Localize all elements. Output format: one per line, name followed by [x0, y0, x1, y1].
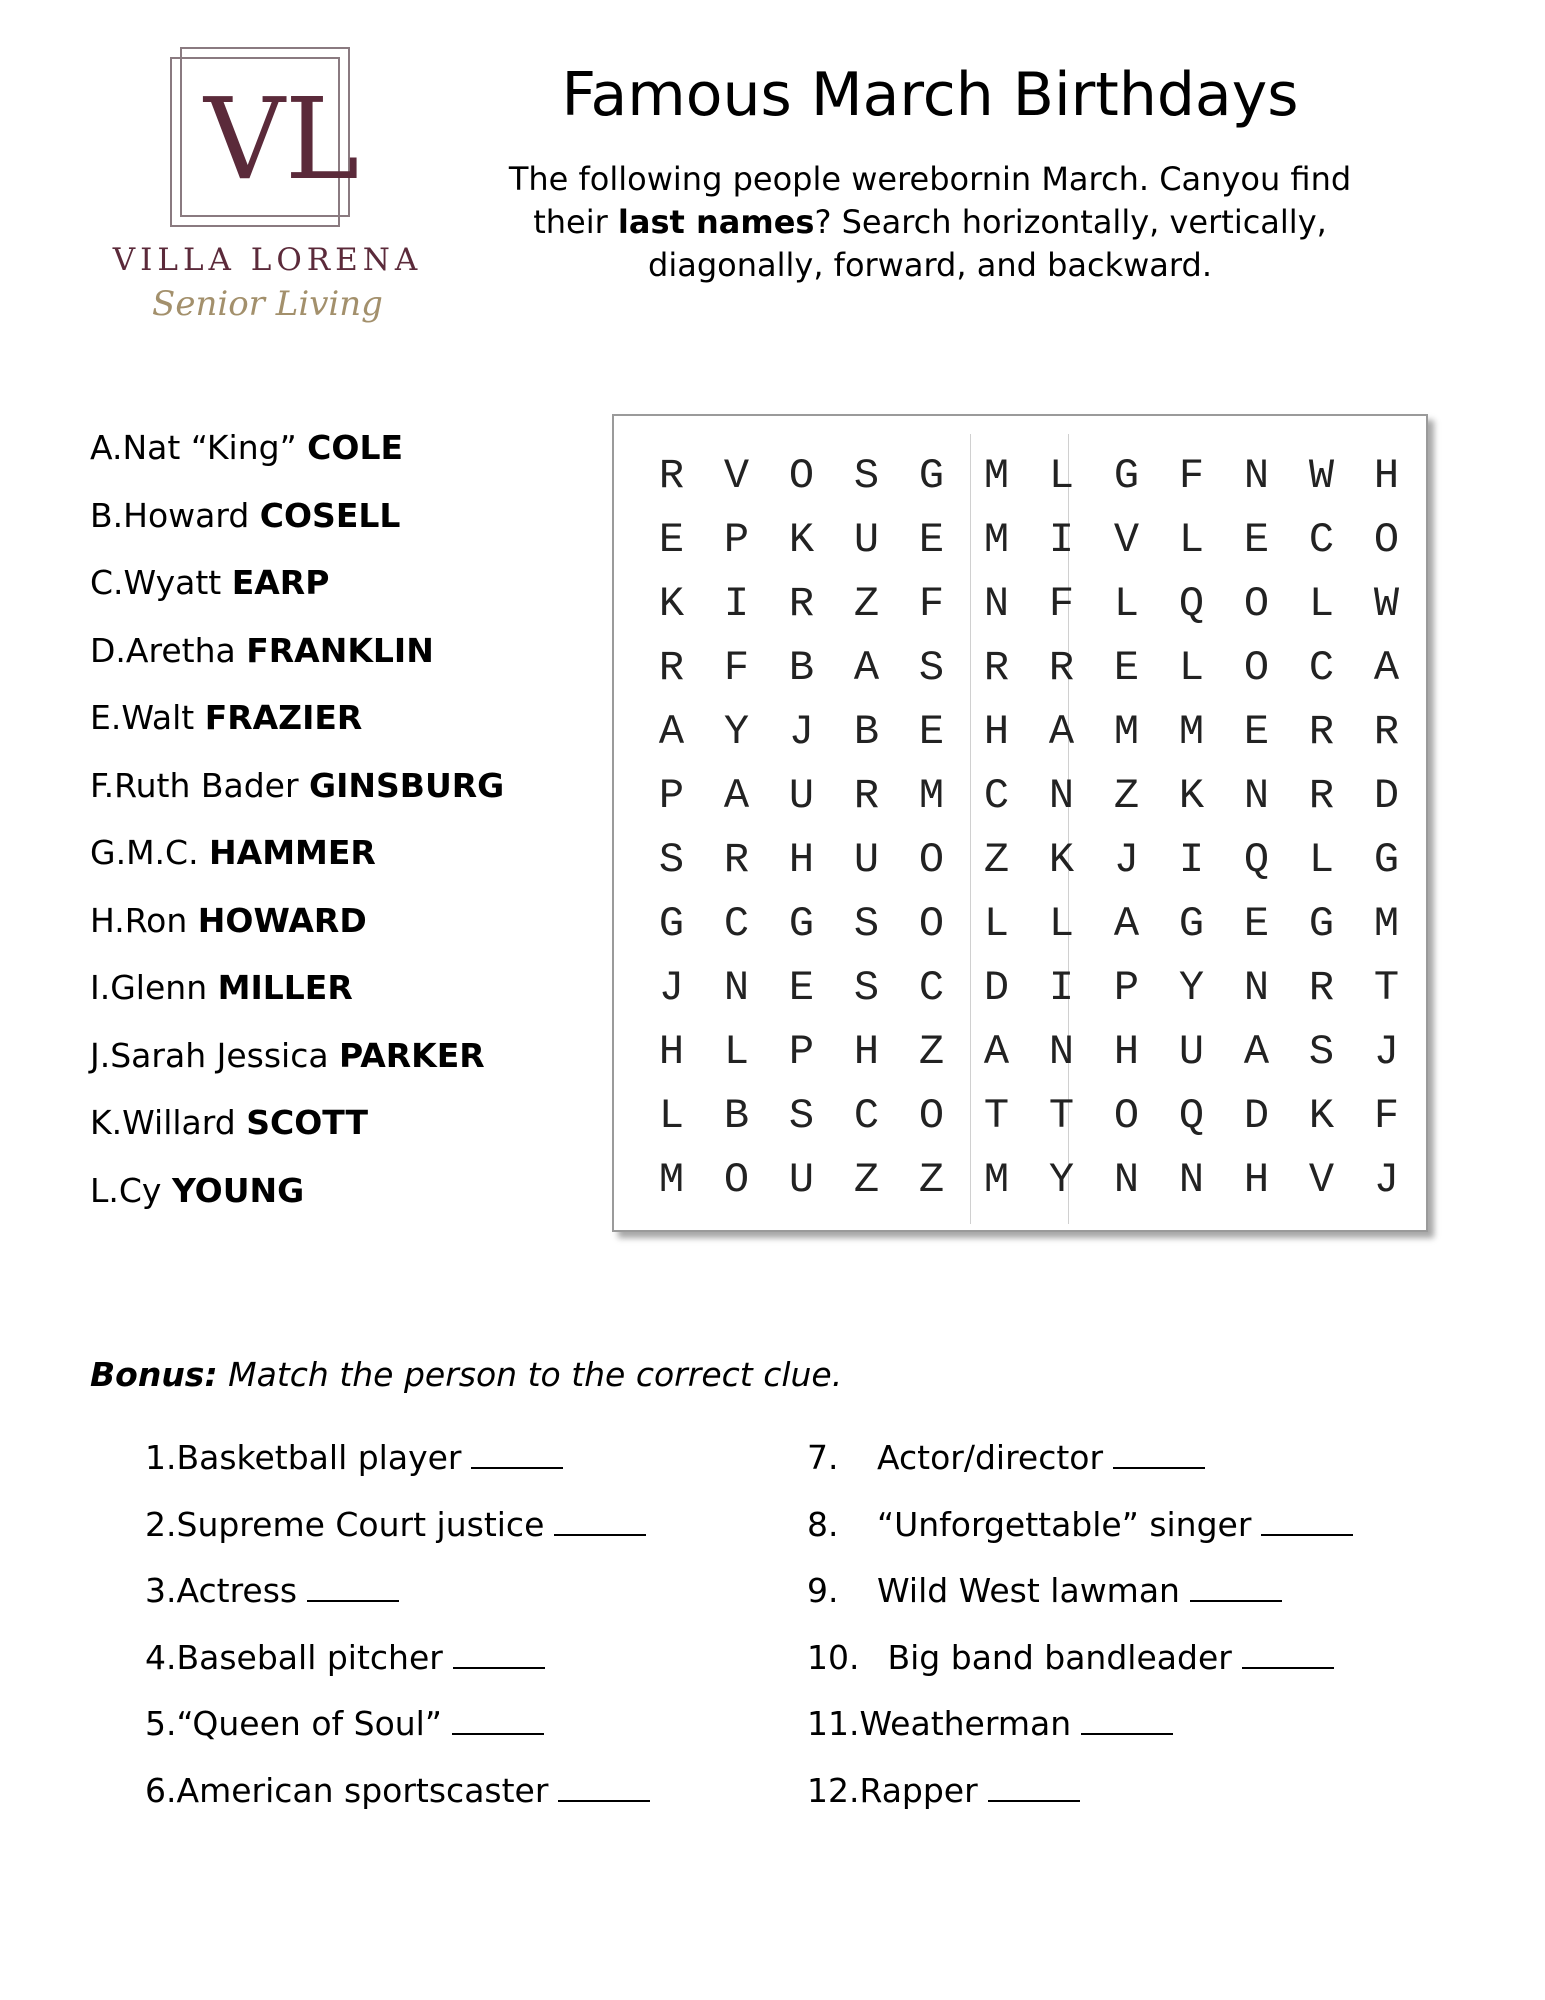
answer-blank[interactable] [988, 1772, 1080, 1802]
grid-letter: U [1178, 1028, 1205, 1076]
grid-letter: L [1308, 836, 1335, 884]
clue-item [807, 1505, 1353, 1572]
grid-letter: R [983, 644, 1010, 692]
grid-letter: P [658, 772, 685, 820]
grid-letter: M [983, 452, 1010, 500]
grid-letter: R [723, 836, 750, 884]
name-last: COSELL [259, 495, 401, 535]
logo-monogram-icon [190, 70, 360, 205]
grid-letter: D [1373, 772, 1400, 820]
grid-letter: H [983, 708, 1010, 756]
name-last: COLE [307, 428, 404, 467]
clue-text: Wild West lawman [877, 1571, 1180, 1610]
grid-letter: N [1048, 772, 1075, 820]
grid-letter: N [1243, 452, 1270, 500]
name-item [90, 496, 504, 564]
grid-letter: R [1308, 964, 1335, 1012]
grid-letter: M [1178, 708, 1205, 756]
clue-text: Rapper [859, 1770, 978, 1810]
grid-letter: G [918, 452, 945, 500]
answer-blank[interactable] [1261, 1506, 1353, 1536]
grid-letter: M [1113, 708, 1140, 756]
clue-number: 6. [145, 1770, 177, 1810]
name-last: FRANKLIN [246, 630, 434, 670]
grid-letter: N [723, 964, 750, 1012]
grid-letter: E [658, 516, 685, 564]
grid-letter: S [1308, 1028, 1335, 1076]
grid-letter: G [1113, 452, 1140, 500]
grid-letter: Y [1048, 1156, 1075, 1204]
grid-letter: A [1113, 900, 1140, 948]
grid-letter: O [1243, 580, 1270, 628]
grid-letter: L [1048, 900, 1075, 948]
instructions-line-2-post: ? Search horizontally, vertically, [814, 203, 1327, 241]
logo-tagline: Senior Living [152, 284, 383, 324]
grid-letter: C [918, 964, 945, 1012]
answer-blank[interactable] [558, 1772, 650, 1802]
grid-letter: S [788, 1092, 815, 1140]
grid-letter: Z [918, 1156, 945, 1204]
clue-text: Weatherman [859, 1704, 1072, 1743]
villa-lorena-logo [90, 42, 450, 362]
grid-letter: A [983, 1028, 1010, 1076]
grid-letter: J [788, 708, 815, 756]
grid-letter: S [918, 644, 945, 692]
grid-letter: M [918, 772, 945, 820]
grid-letter: E [1243, 708, 1270, 756]
clue-number: 4. [145, 1637, 177, 1677]
grid-letter: L [983, 900, 1010, 948]
name-first: Howard [123, 495, 260, 535]
grid-letter: Z [918, 1028, 945, 1076]
name-letter: D. [90, 630, 126, 670]
instructions-line-1: The following people werebornin March. Canyou find [508, 160, 1352, 198]
clue-text: Actress [176, 1571, 298, 1610]
name-first: Ron [124, 900, 198, 940]
grid-letter: N [1113, 1156, 1140, 1204]
grid-letter: O [1113, 1092, 1140, 1140]
grid-letter: G [788, 900, 815, 948]
name-letter: K. [90, 1103, 123, 1142]
grid-letter: T [1373, 964, 1400, 1012]
grid-letter: I [723, 580, 750, 628]
bonus-clues-right [807, 1438, 1353, 1837]
grid-letter: S [853, 900, 880, 948]
word-search-grid [639, 444, 1419, 1212]
answer-blank[interactable] [1242, 1639, 1334, 1669]
grid-letter: Y [723, 708, 750, 756]
grid-letter: G [1178, 900, 1205, 948]
grid-letter: R [1308, 772, 1335, 820]
instructions-line-3: diagonally, forward, and backward. [648, 246, 1212, 284]
name-last: MILLER [217, 968, 353, 1007]
grid-letter: M [983, 516, 1010, 564]
grid-letter: C [723, 900, 750, 948]
answer-blank[interactable] [453, 1639, 545, 1669]
grid-letter: I [1048, 516, 1075, 564]
grid-letter: O [1373, 516, 1400, 564]
grid-letter: O [788, 452, 815, 500]
grid-letter: S [853, 964, 880, 1012]
name-last: EARP [231, 563, 330, 602]
name-first: Ruth Bader [114, 765, 310, 805]
name-letter: G. [90, 833, 127, 872]
clue-text: American sportscaster [176, 1770, 549, 1810]
grid-letter: A [723, 772, 750, 820]
grid-letter: N [1243, 772, 1270, 820]
name-first: Willard [122, 1103, 247, 1142]
grid-letter: J [1113, 836, 1140, 884]
clue-number: 2. [145, 1504, 177, 1544]
grid-letter: F [723, 644, 750, 692]
name-last: SCOTT [246, 1103, 369, 1142]
grid-letter: O [723, 1156, 750, 1204]
answer-blank[interactable] [1190, 1572, 1282, 1602]
grid-letter: Y [1178, 964, 1205, 1012]
name-first: Walt [121, 698, 205, 737]
grid-letter: C [1308, 644, 1335, 692]
grid-letter: R [1308, 708, 1335, 756]
clue-number: 10. [807, 1637, 860, 1677]
clue-number: 3. [145, 1571, 177, 1610]
grid-letter: B [723, 1092, 750, 1140]
grid-letter: B [788, 644, 815, 692]
grid-letter: R [1373, 708, 1400, 756]
grid-letter: O [1243, 644, 1270, 692]
grid-letter: A [1373, 644, 1400, 692]
grid-letter: C [983, 772, 1010, 820]
grid-letter: T [1048, 1092, 1075, 1140]
name-letter: L. [90, 1170, 119, 1210]
grid-letter: V [723, 452, 750, 500]
name-first: Nat “King” [122, 428, 308, 467]
grid-letter: R [788, 580, 815, 628]
name-last: FRAZIER [204, 698, 363, 737]
grid-letter: V [1308, 1156, 1335, 1204]
grid-letter: H [1373, 452, 1400, 500]
grid-letter: Z [1113, 772, 1140, 820]
grid-letter: G [1308, 900, 1335, 948]
clue-text: “Unforgettable” singer [877, 1504, 1252, 1544]
grid-letter: E [918, 516, 945, 564]
name-first: Glenn [110, 968, 218, 1007]
grid-letter: O [918, 900, 945, 948]
name-first: M.C. [126, 833, 210, 872]
grid-letter: M [1373, 900, 1400, 948]
clue-text: Baseball pitcher [176, 1637, 443, 1677]
name-item [90, 901, 504, 969]
grid-letter: E [1243, 900, 1270, 948]
bonus-instruction: Match the person to the correct clue. [217, 1355, 843, 1394]
grid-letter: Z [853, 580, 880, 628]
grid-letter: A [1243, 1028, 1270, 1076]
grid-letter: H [853, 1028, 880, 1076]
grid-letter: F [1373, 1092, 1400, 1140]
grid-letter: J [658, 964, 685, 1012]
clue-number: 5. [145, 1704, 177, 1743]
grid-letter: L [1048, 452, 1075, 500]
grid-letter: H [658, 1028, 685, 1076]
name-item [90, 428, 504, 496]
grid-letter: K [1048, 836, 1075, 884]
grid-letter: Z [983, 836, 1010, 884]
answer-blank[interactable] [1113, 1439, 1205, 1469]
grid-letter: F [1048, 580, 1075, 628]
grid-letter: I [1178, 836, 1205, 884]
grid-letter: O [918, 1092, 945, 1140]
grid-letter: Q [1243, 836, 1270, 884]
clue-number: 8. [807, 1504, 839, 1544]
clue-text: Supreme Court justice [176, 1504, 545, 1544]
grid-letter: R [658, 644, 685, 692]
name-letter: H. [90, 900, 125, 940]
clue-number: 11. [807, 1704, 860, 1743]
logo-monogram-text: VL [204, 75, 360, 205]
clue-text: “Queen of Soul” [176, 1704, 442, 1743]
grid-letter: K [788, 516, 815, 564]
name-first: Aretha [125, 630, 247, 670]
name-item [90, 766, 504, 834]
name-last: HAMMER [209, 833, 376, 872]
bonus-label: Bonus: [90, 1355, 218, 1394]
name-first: Sarah Jessica [110, 1035, 340, 1075]
instructions-line-2 [470, 201, 1390, 244]
grid-letter: A [1048, 708, 1075, 756]
grid-letter: S [658, 836, 685, 884]
grid-letter: U [853, 836, 880, 884]
grid-letter: N [983, 580, 1010, 628]
clue-text: Basketball player [176, 1438, 462, 1477]
grid-letter: V [1113, 516, 1140, 564]
grid-letter: D [983, 964, 1010, 1012]
grid-letter: E [918, 708, 945, 756]
grid-letter: M [658, 1156, 685, 1204]
grid-letter: U [853, 516, 880, 564]
grid-letter: H [1243, 1156, 1270, 1204]
name-letter: F. [90, 765, 115, 805]
grid-letter: E [1113, 644, 1140, 692]
name-first: Wyatt [123, 563, 232, 602]
name-last: PARKER [339, 1035, 485, 1075]
grid-letter: P [723, 516, 750, 564]
grid-letter: C [1308, 516, 1335, 564]
grid-letter: G [1373, 836, 1400, 884]
grid-letter: M [983, 1156, 1010, 1204]
clue-number: 9. [807, 1571, 839, 1610]
name-first: Cy [118, 1170, 172, 1210]
grid-letter: L [1178, 644, 1205, 692]
grid-letter: J [1373, 1156, 1400, 1204]
grid-letter: E [1243, 516, 1270, 564]
name-letter: E. [90, 698, 122, 737]
bonus-heading [90, 1355, 842, 1394]
grid-letter: L [1113, 580, 1140, 628]
name-item [90, 1171, 504, 1239]
clue-text: Actor/director [877, 1438, 1104, 1477]
grid-letter: I [1048, 964, 1075, 1012]
grid-letter: R [853, 772, 880, 820]
name-item [90, 631, 504, 699]
clue-item [807, 1704, 1353, 1771]
grid-letter: D [1243, 1092, 1270, 1140]
grid-letter: F [918, 580, 945, 628]
clue-item [807, 1771, 1353, 1838]
word-search-box [612, 414, 1428, 1232]
clue-item [807, 1438, 1353, 1505]
answer-blank[interactable] [554, 1506, 646, 1536]
grid-letter: N [1243, 964, 1270, 1012]
grid-letter: L [723, 1028, 750, 1076]
name-item [90, 1103, 504, 1171]
name-letter: A. [90, 428, 123, 467]
grid-letter: J [1373, 1028, 1400, 1076]
name-letter: J. [90, 1035, 111, 1075]
grid-letter: C [853, 1092, 880, 1140]
name-last: HOWARD [197, 900, 367, 940]
grid-letter: O [918, 836, 945, 884]
grid-letter: L [1178, 516, 1205, 564]
instructions [470, 158, 1390, 287]
name-item [90, 833, 504, 901]
grid-letter: A [658, 708, 685, 756]
clue-item [145, 1771, 650, 1838]
answer-blank[interactable] [1081, 1705, 1173, 1735]
grid-letter: Z [853, 1156, 880, 1204]
grid-letter: K [658, 580, 685, 628]
grid-letter: N [1048, 1028, 1075, 1076]
grid-letter: L [1308, 580, 1335, 628]
clue-number: 1. [145, 1438, 177, 1477]
grid-letter: L [658, 1092, 685, 1140]
grid-letter: R [1048, 644, 1075, 692]
grid-letter: H [788, 836, 815, 884]
clue-item [145, 1704, 650, 1771]
names-list [90, 428, 504, 1238]
grid-letter: Q [1178, 1092, 1205, 1140]
clue-item [145, 1638, 650, 1705]
grid-letter: B [853, 708, 880, 756]
name-item [90, 563, 504, 631]
instructions-line-2-pre: their [533, 203, 618, 241]
grid-letter: T [983, 1092, 1010, 1140]
grid-letter: E [788, 964, 815, 1012]
answer-blank[interactable] [471, 1439, 563, 1469]
grid-letter: U [788, 1156, 815, 1204]
name-last: GINSBURG [309, 765, 505, 805]
answer-blank[interactable] [307, 1572, 399, 1602]
grid-letter: U [788, 772, 815, 820]
page-title: Famous March Birthdays [561, 60, 1299, 130]
grid-letter: W [1308, 452, 1335, 500]
grid-letter: S [853, 452, 880, 500]
name-letter: B. [90, 495, 124, 535]
clue-item [145, 1438, 650, 1505]
name-letter: I. [90, 968, 111, 1007]
clue-text: Big band bandleader [887, 1637, 1232, 1677]
instructions-line-2-bold: last names [617, 203, 815, 241]
name-letter: C. [90, 563, 124, 602]
grid-letter: W [1373, 580, 1400, 628]
grid-letter: F [1178, 452, 1205, 500]
clue-item [807, 1571, 1353, 1638]
grid-letter: A [853, 644, 880, 692]
bonus-clues-left [145, 1438, 650, 1837]
name-last: YOUNG [171, 1170, 305, 1210]
name-item [90, 1036, 504, 1104]
clue-item [145, 1571, 650, 1638]
grid-letter: P [1113, 964, 1140, 1012]
name-item [90, 968, 504, 1036]
name-item [90, 698, 504, 766]
clue-number: 7. [807, 1438, 839, 1477]
clue-item [807, 1638, 1353, 1705]
grid-letter: R [658, 452, 685, 500]
grid-letter: K [1308, 1092, 1335, 1140]
grid-letter: P [788, 1028, 815, 1076]
grid-letter: K [1178, 772, 1205, 820]
grid-letter: N [1178, 1156, 1205, 1204]
clue-number: 12. [807, 1770, 860, 1810]
logo-name: VILLA LORENA [112, 242, 423, 278]
grid-letter: Q [1178, 580, 1205, 628]
grid-letter: G [658, 900, 685, 948]
answer-blank[interactable] [452, 1705, 544, 1735]
grid-letter: H [1113, 1028, 1140, 1076]
clue-item [145, 1505, 650, 1572]
